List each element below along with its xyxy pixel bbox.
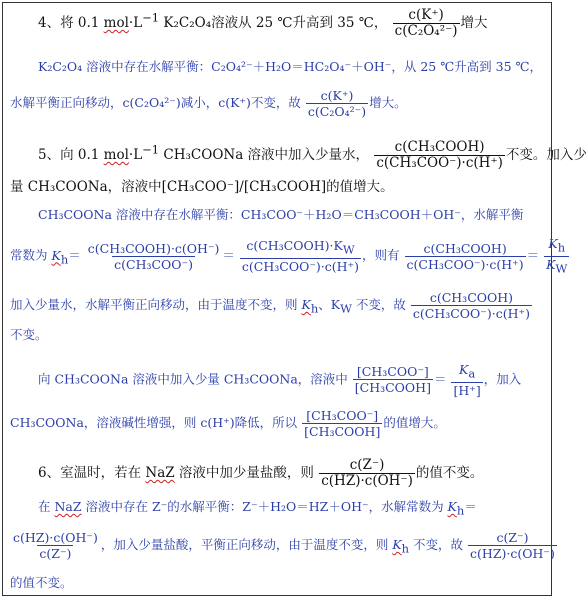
q5-unit-mol: mol [103, 147, 129, 163]
a5-l5-post: ，加入 [483, 371, 522, 387]
a5-l3-post: 不变，故 [351, 297, 406, 312]
a6-fraction-2 [468, 530, 557, 561]
a5-kh-prefix: 常数为 [10, 247, 52, 263]
a5-fraction-2 [240, 238, 361, 274]
a5-eq-2: ＝ [222, 247, 235, 263]
a6-fraction-1 [11, 530, 100, 561]
answer-6-line-3: 的值不变。 [10, 575, 73, 590]
q5-fraction [374, 140, 504, 171]
a5-f4-den [544, 256, 569, 277]
a5-l5-prefix: 向 CH₃COONa 溶液中加入少量 CH₃COONa，溶液中 [38, 371, 348, 387]
a5-kh-sub: h [60, 252, 69, 266]
a5-eq-1: ＝ [68, 247, 81, 263]
q4-frac-den: c(C₂O₄²⁻) [394, 23, 458, 39]
answer-5-line-3 [10, 290, 533, 321]
answer-4-line-2 [10, 88, 407, 119]
q6-fraction [319, 458, 415, 489]
q5-frac-den: c(CH₃COO⁻)·c(H⁺) [376, 155, 503, 171]
a5-l3-prefix: 加入少量水，水解平衡正向移动，由于温度不变，则 [10, 297, 302, 312]
a5-f7-den: [H⁺] [453, 382, 481, 398]
a5-f1-num: c(CH₃COOH)·c(OH⁻) [87, 240, 220, 256]
answer-5-line-2 [10, 236, 570, 276]
a5-f6-num: [CH₃COO⁻] [356, 364, 429, 380]
q5-prefix: 5、向 0.1 [38, 147, 104, 163]
a6-l2-text: ，加入少量盐酸，平衡正向移动，由于温度不变，则 [100, 537, 393, 552]
a6-prefix: 在 [38, 499, 55, 514]
q4-suffix: 增大 [460, 15, 488, 31]
q5-unit: ·L [128, 147, 143, 163]
a5-f2-num-sub: W [342, 242, 355, 257]
q5-unit-sup: −1 [142, 142, 160, 157]
a4-text: 水解平衡正向移动，c(C₂O₄²⁻)减小，c(K⁺)不变，故 [10, 95, 301, 110]
a5-fraction-4 [544, 236, 569, 276]
a5-f7-num-k: K [459, 362, 469, 377]
a6-l2-text-2: 不变，故 [409, 537, 464, 552]
a5-fraction-3 [405, 241, 526, 272]
a5-l3-kh-sub: h [310, 301, 319, 316]
q6-frac-den: c(HZ)·c(OH⁻) [321, 473, 413, 489]
a4-frac-num: c(K⁺) [320, 88, 354, 103]
a5-fraction-5 [411, 290, 532, 321]
a5-fraction-6 [353, 364, 433, 395]
answer-5-line-1: CH₃COONa 溶液中存在水解平衡：CH₃COO⁻＋H₂O＝CH₃COOH＋OH⁻，水解平衡 [38, 207, 524, 222]
a5-kh [51, 247, 69, 266]
q4-frac-num: c(K⁺) [408, 7, 444, 23]
a5-fraction-8 [302, 408, 382, 439]
a5-f1-den: c(CH₃COO⁻) [114, 256, 194, 272]
q4-unit-sup: −1 [142, 10, 160, 25]
a5-f4-den-sub: W [555, 261, 568, 275]
a5-f8-den: [CH₃COOH] [304, 424, 381, 439]
a5-l3-kh [301, 297, 319, 316]
a6-f2-num: c(Z⁻) [496, 530, 529, 545]
q4-unit-mol: mol [103, 15, 129, 31]
a6-eq: ＝ [464, 499, 477, 514]
a5-then: ，则有 [362, 247, 400, 263]
question-6 [38, 458, 483, 489]
a6-l2-kh [392, 537, 410, 556]
a6-kh [447, 499, 465, 518]
answer-6-line-1 [38, 498, 477, 520]
answer-5-line-6 [10, 408, 446, 439]
a5-fraction-7 [451, 362, 482, 398]
a5-f7-num-sub: a [468, 366, 476, 381]
a6-text: 溶液中存在 Z⁻的水解平衡：Z⁻＋H₂O＝HZ＋OH⁻，水解常数为 [81, 499, 448, 514]
a5-kh-k: K [51, 247, 61, 263]
a6-f2-den: c(HZ)·c(OH⁻) [470, 546, 555, 561]
a5-f4-den-k: K [546, 256, 556, 272]
question-5-line-1 [38, 140, 587, 171]
answer-5-line-4: 不变。 [10, 327, 48, 342]
a5-l6-post: 的值增大。 [383, 415, 446, 430]
q6-text: 溶液中加少量盐酸，则 [174, 465, 314, 481]
answer-4-line-1: K₂C₂O₄ 溶液中存在水解平衡：C₂O₄²⁻＋H₂O＝HC₂O₄⁻＋OH⁻，从 25 ℃升高到 35 ℃， [38, 59, 543, 74]
a6-l2-kh-sub: h [401, 541, 410, 556]
a6-naz: NaZ [54, 499, 82, 514]
a6-f1-den: c(Z⁻) [39, 546, 72, 561]
a5-f5-den: c(CH₃COO⁻)·c(H⁺) [412, 306, 531, 321]
a5-f7-num [457, 362, 477, 382]
a5-l6-prefix: CH₃COONa，溶液碱性增强，则 c(H⁺)降低，所以 [10, 415, 298, 430]
q5-frac-num: c(CH₃COOH) [394, 139, 485, 155]
a5-f2-num-text: c(CH₃COOH)·K [246, 238, 343, 254]
q4-unit: ·L [128, 15, 143, 31]
a4-suffix: 增大。 [369, 95, 407, 110]
a6-kh-sub: h [456, 503, 465, 518]
a5-f4-num-sub: h [557, 240, 566, 255]
a5-l3-kw: 、K [318, 297, 341, 312]
a5-f6-den: [CH₃COOH] [354, 380, 431, 396]
a5-l3-kw-sub: W [340, 301, 352, 316]
a4-fraction [306, 88, 368, 119]
q6-frac-num: c(Z⁻) [349, 457, 385, 473]
answer-5-line-5 [38, 362, 521, 398]
question-5-line-2: 量 CH₃COONa，溶液中[CH₃COO⁻]/[CH₃COOH]的值增大。 [10, 179, 394, 195]
a5-f4-num-k: K [548, 236, 558, 251]
a5-f2-den: c(CH₃COO⁻)·c(H⁺) [241, 258, 360, 274]
q6-suffix: 的值不变。 [415, 465, 484, 481]
q5-text: CH₃COONa 溶液中加入少量水， [159, 147, 370, 163]
a4-frac-den: c(C₂O₄²⁻) [307, 104, 367, 119]
a5-l3-kh-k: K [301, 297, 311, 312]
q4-prefix: 4、将 0.1 [38, 15, 104, 31]
q4-fraction [393, 8, 460, 39]
q5-text-2: 不变。加入少 [505, 147, 587, 163]
a5-fraction-1 [86, 241, 222, 272]
a6-l2-kh-k: K [392, 537, 402, 552]
question-4 [38, 8, 488, 39]
answer-6-line-2 [10, 530, 558, 561]
q6-naz: NaZ [145, 465, 175, 481]
a5-f5-num: c(CH₃COOH) [429, 290, 514, 305]
q6-prefix: 6、室温时，若在 [38, 465, 146, 481]
q4-text: K₂C₂O₄溶液从 25 ℃升高到 35 ℃， [159, 15, 388, 31]
a6-f1-num: c(HZ)·c(OH⁻) [13, 530, 98, 545]
a5-eq-4: ＝ [433, 371, 447, 387]
a5-f8-num: [CH₃COO⁻] [306, 408, 379, 423]
a5-f3-num: c(CH₃COOH) [423, 240, 507, 256]
a5-f3-den: c(CH₃COO⁻)·c(H⁺) [406, 256, 524, 272]
a5-eq-3: ＝ [526, 247, 540, 263]
a6-kh-k: K [447, 499, 457, 514]
a5-f2-num [244, 238, 356, 258]
a5-f4-num [546, 236, 567, 256]
